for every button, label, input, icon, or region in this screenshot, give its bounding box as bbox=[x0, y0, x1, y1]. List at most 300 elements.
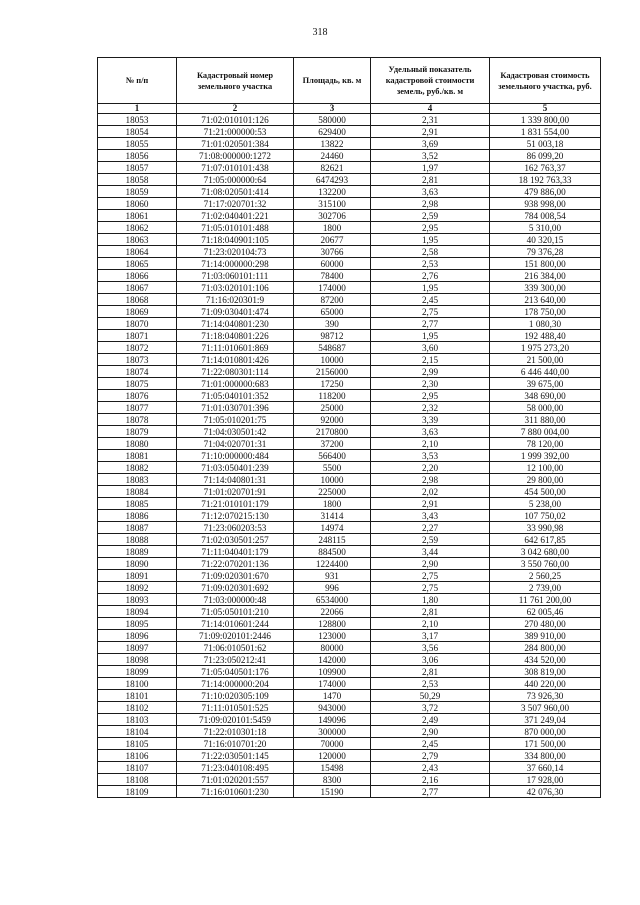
cell-area: 65000 bbox=[294, 306, 371, 318]
column-number: 2 bbox=[177, 104, 294, 114]
column-number: 5 bbox=[490, 104, 601, 114]
cell-cadastral-value: 784 008,54 bbox=[490, 210, 601, 222]
cell-row-number: 18081 bbox=[98, 450, 177, 462]
cell-row-number: 18099 bbox=[98, 666, 177, 678]
table-row bbox=[98, 306, 601, 318]
cell-cadastral-value: 79 376,28 bbox=[490, 246, 601, 258]
table-row bbox=[98, 234, 601, 246]
cell-cadastral-value: 151 800,00 bbox=[490, 258, 601, 270]
cell-cadastral-value: 3 042 680,00 bbox=[490, 546, 601, 558]
cell-unit-value: 1,95 bbox=[371, 330, 490, 342]
cell-cadastral-value: 51 003,18 bbox=[490, 138, 601, 150]
cell-cadastral-value: 5 238,00 bbox=[490, 498, 601, 510]
cell-area: 6474293 bbox=[294, 174, 371, 186]
table-row bbox=[98, 438, 601, 450]
cell-cadastral-number: 71:23:020104:73 bbox=[177, 246, 294, 258]
cell-cadastral-value: 1 080,30 bbox=[490, 318, 601, 330]
cell-unit-value: 2,98 bbox=[371, 474, 490, 486]
table-row bbox=[98, 222, 601, 234]
cell-area: 302706 bbox=[294, 210, 371, 222]
cell-unit-value: 2,27 bbox=[371, 522, 490, 534]
cell-area: 60000 bbox=[294, 258, 371, 270]
cell-row-number: 18053 bbox=[98, 114, 177, 126]
cell-row-number: 18086 bbox=[98, 510, 177, 522]
cell-unit-value: 2,90 bbox=[371, 558, 490, 570]
cell-cadastral-number: 71:14:040801:230 bbox=[177, 318, 294, 330]
cell-cadastral-value: 42 076,30 bbox=[490, 786, 601, 798]
cell-cadastral-number: 71:05:040501:176 bbox=[177, 666, 294, 678]
cell-unit-value: 1,97 bbox=[371, 162, 490, 174]
cell-cadastral-number: 71:02:010101:126 bbox=[177, 114, 294, 126]
cell-unit-value: 2,81 bbox=[371, 174, 490, 186]
cell-unit-value: 2,58 bbox=[371, 246, 490, 258]
cell-unit-value: 2,59 bbox=[371, 534, 490, 546]
table-row bbox=[98, 210, 601, 222]
cell-cadastral-number: 71:05:010101:488 bbox=[177, 222, 294, 234]
table-row bbox=[98, 618, 601, 630]
cell-area: 10000 bbox=[294, 474, 371, 486]
cell-row-number: 18067 bbox=[98, 282, 177, 294]
cell-cadastral-value: 78 120,00 bbox=[490, 438, 601, 450]
cell-cadastral-value: 870 000,00 bbox=[490, 726, 601, 738]
cell-area: 248115 bbox=[294, 534, 371, 546]
cell-area: 132200 bbox=[294, 186, 371, 198]
cell-area: 37200 bbox=[294, 438, 371, 450]
cell-unit-value: 1,80 bbox=[371, 594, 490, 606]
cell-cadastral-number: 71:18:040901:105 bbox=[177, 234, 294, 246]
cell-cadastral-number: 71:22:030501:145 bbox=[177, 750, 294, 762]
cell-cadastral-number: 71:05:050101:210 bbox=[177, 606, 294, 618]
cell-area: 118200 bbox=[294, 390, 371, 402]
cell-row-number: 18084 bbox=[98, 486, 177, 498]
cell-cadastral-number: 71:07:010101:438 bbox=[177, 162, 294, 174]
page-number: 318 bbox=[312, 27, 328, 38]
cell-cadastral-value: 2 560,25 bbox=[490, 570, 601, 582]
cell-row-number: 18065 bbox=[98, 258, 177, 270]
cell-unit-value: 2,15 bbox=[371, 354, 490, 366]
table-body bbox=[98, 114, 601, 798]
cell-cadastral-value: 479 886,00 bbox=[490, 186, 601, 198]
cell-row-number: 18071 bbox=[98, 330, 177, 342]
cell-cadastral-number: 71:23:060203:53 bbox=[177, 522, 294, 534]
cell-cadastral-value: 213 640,00 bbox=[490, 294, 601, 306]
cell-cadastral-number: 71:23:050212:41 bbox=[177, 654, 294, 666]
cell-cadastral-number: 71:21:010101:179 bbox=[177, 498, 294, 510]
cell-area: 31414 bbox=[294, 510, 371, 522]
cell-cadastral-value: 192 488,40 bbox=[490, 330, 601, 342]
cell-unit-value: 2,49 bbox=[371, 714, 490, 726]
cell-cadastral-number: 71:16:010601:230 bbox=[177, 786, 294, 798]
cell-cadastral-number: 71:14:010601:244 bbox=[177, 618, 294, 630]
table-row bbox=[98, 426, 601, 438]
cell-unit-value: 3,53 bbox=[371, 450, 490, 462]
cell-row-number: 18104 bbox=[98, 726, 177, 738]
cell-cadastral-number: 71:11:010501:525 bbox=[177, 702, 294, 714]
cell-unit-value: 3,63 bbox=[371, 186, 490, 198]
cell-cadastral-value: 73 926,30 bbox=[490, 690, 601, 702]
table-row bbox=[98, 162, 601, 174]
cell-area: 629400 bbox=[294, 126, 371, 138]
cell-unit-value: 2,79 bbox=[371, 750, 490, 762]
table-row bbox=[98, 570, 601, 582]
cell-cadastral-value: 1 339 800,00 bbox=[490, 114, 601, 126]
cell-cadastral-value: 11 761 200,00 bbox=[490, 594, 601, 606]
cell-cadastral-value: 171 500,00 bbox=[490, 738, 601, 750]
cell-cadastral-number: 71:02:030501:257 bbox=[177, 534, 294, 546]
cell-area: 142000 bbox=[294, 654, 371, 666]
cell-unit-value: 2,75 bbox=[371, 306, 490, 318]
cell-cadastral-value: 7 880 004,00 bbox=[490, 426, 601, 438]
cell-cadastral-value: 12 100,00 bbox=[490, 462, 601, 474]
cell-cadastral-number: 71:09:030401:474 bbox=[177, 306, 294, 318]
cell-unit-value: 2,16 bbox=[371, 774, 490, 786]
cell-unit-value: 50,29 bbox=[371, 690, 490, 702]
table-row bbox=[98, 714, 601, 726]
cell-cadastral-number: 71:11:040401:179 bbox=[177, 546, 294, 558]
cell-cadastral-number: 71:08:020501:414 bbox=[177, 186, 294, 198]
cell-unit-value: 2,90 bbox=[371, 726, 490, 738]
cell-unit-value: 2,30 bbox=[371, 378, 490, 390]
cell-cadastral-number: 71:22:080301:114 bbox=[177, 366, 294, 378]
table-row bbox=[98, 594, 601, 606]
cell-area: 174000 bbox=[294, 282, 371, 294]
table-row bbox=[98, 318, 601, 330]
cell-cadastral-value: 434 520,00 bbox=[490, 654, 601, 666]
cell-cadastral-value: 1 975 273,20 bbox=[490, 342, 601, 354]
cell-area: 149096 bbox=[294, 714, 371, 726]
cell-cadastral-value: 5 310,00 bbox=[490, 222, 601, 234]
cell-row-number: 18072 bbox=[98, 342, 177, 354]
cell-row-number: 18091 bbox=[98, 570, 177, 582]
cell-row-number: 18100 bbox=[98, 678, 177, 690]
cell-area: 2156000 bbox=[294, 366, 371, 378]
cell-row-number: 18102 bbox=[98, 702, 177, 714]
cell-row-number: 18078 bbox=[98, 414, 177, 426]
cell-area: 13822 bbox=[294, 138, 371, 150]
cell-row-number: 18093 bbox=[98, 594, 177, 606]
cadastral-value-table bbox=[97, 57, 601, 798]
cell-cadastral-number: 71:11:010601:869 bbox=[177, 342, 294, 354]
table-row bbox=[98, 414, 601, 426]
cell-cadastral-value: 37 660,14 bbox=[490, 762, 601, 774]
cell-area: 98712 bbox=[294, 330, 371, 342]
cell-row-number: 18074 bbox=[98, 366, 177, 378]
cell-area: 300000 bbox=[294, 726, 371, 738]
cell-row-number: 18056 bbox=[98, 150, 177, 162]
cell-cadastral-number: 71:17:020701:32 bbox=[177, 198, 294, 210]
cell-unit-value: 2,77 bbox=[371, 318, 490, 330]
cell-cadastral-number: 71:16:020301:9 bbox=[177, 294, 294, 306]
cell-unit-value: 2,45 bbox=[371, 294, 490, 306]
cell-area: 225000 bbox=[294, 486, 371, 498]
cell-cadastral-value: 389 910,00 bbox=[490, 630, 601, 642]
table-row bbox=[98, 474, 601, 486]
cell-row-number: 18090 bbox=[98, 558, 177, 570]
cell-cadastral-number: 71:04:030501:42 bbox=[177, 426, 294, 438]
table-row bbox=[98, 330, 601, 342]
cell-cadastral-number: 71:05:040101:352 bbox=[177, 390, 294, 402]
table-row bbox=[98, 582, 601, 594]
cell-unit-value: 2,91 bbox=[371, 498, 490, 510]
cell-row-number: 18069 bbox=[98, 306, 177, 318]
cell-row-number: 18083 bbox=[98, 474, 177, 486]
cell-cadastral-number: 71:05:010201:75 bbox=[177, 414, 294, 426]
cell-cadastral-number: 71:18:040801:226 bbox=[177, 330, 294, 342]
cell-unit-value: 2,10 bbox=[371, 438, 490, 450]
cell-cadastral-number: 71:09:020301:692 bbox=[177, 582, 294, 594]
cell-row-number: 18103 bbox=[98, 714, 177, 726]
cell-unit-value: 3,56 bbox=[371, 642, 490, 654]
cell-unit-value: 2,45 bbox=[371, 738, 490, 750]
cell-area: 82621 bbox=[294, 162, 371, 174]
cell-cadastral-value: 3 550 760,00 bbox=[490, 558, 601, 570]
cell-area: 109900 bbox=[294, 666, 371, 678]
cell-row-number: 18075 bbox=[98, 378, 177, 390]
table-row bbox=[98, 654, 601, 666]
cell-cadastral-value: 6 446 440,00 bbox=[490, 366, 601, 378]
cell-area: 70000 bbox=[294, 738, 371, 750]
cell-unit-value: 3,69 bbox=[371, 138, 490, 150]
cell-cadastral-value: 454 500,00 bbox=[490, 486, 601, 498]
cell-unit-value: 2,77 bbox=[371, 786, 490, 798]
cell-area: 10000 bbox=[294, 354, 371, 366]
table-row bbox=[98, 126, 601, 138]
table-row bbox=[98, 150, 601, 162]
cell-cadastral-value: 270 480,00 bbox=[490, 618, 601, 630]
cell-cadastral-value: 62 005,46 bbox=[490, 606, 601, 618]
cell-unit-value: 2,10 bbox=[371, 618, 490, 630]
cell-area: 87200 bbox=[294, 294, 371, 306]
cell-unit-value: 2,59 bbox=[371, 210, 490, 222]
cell-cadastral-number: 71:01:020501:384 bbox=[177, 138, 294, 150]
cell-cadastral-number: 71:10:000000:484 bbox=[177, 450, 294, 462]
cell-row-number: 18073 bbox=[98, 354, 177, 366]
cell-area: 24460 bbox=[294, 150, 371, 162]
cell-cadastral-value: 18 192 763,33 bbox=[490, 174, 601, 186]
cell-cadastral-number: 71:01:020701:91 bbox=[177, 486, 294, 498]
cell-area: 1800 bbox=[294, 222, 371, 234]
cell-unit-value: 3,72 bbox=[371, 702, 490, 714]
cell-area: 120000 bbox=[294, 750, 371, 762]
column-number: 3 bbox=[294, 104, 371, 114]
table-row bbox=[98, 546, 601, 558]
cell-unit-value: 3,06 bbox=[371, 654, 490, 666]
table-row bbox=[98, 486, 601, 498]
cell-area: 22066 bbox=[294, 606, 371, 618]
cell-row-number: 18107 bbox=[98, 762, 177, 774]
header-cadastral-value: Кадастровая стоимость земельного участка, руб. bbox=[490, 58, 601, 104]
cell-unit-value: 2,43 bbox=[371, 762, 490, 774]
cell-area: 884500 bbox=[294, 546, 371, 558]
table-row bbox=[98, 498, 601, 510]
table-row bbox=[98, 174, 601, 186]
cell-unit-value: 2,76 bbox=[371, 270, 490, 282]
table-row bbox=[98, 762, 601, 774]
cell-row-number: 18106 bbox=[98, 750, 177, 762]
cell-cadastral-number: 71:06:010501:62 bbox=[177, 642, 294, 654]
cell-cadastral-number: 71:02:040401:221 bbox=[177, 210, 294, 222]
cell-unit-value: 3,52 bbox=[371, 150, 490, 162]
cell-cadastral-value: 1 831 554,00 bbox=[490, 126, 601, 138]
cell-unit-value: 2,53 bbox=[371, 678, 490, 690]
cell-cadastral-value: 2 739,00 bbox=[490, 582, 601, 594]
cell-row-number: 18070 bbox=[98, 318, 177, 330]
table-row bbox=[98, 774, 601, 786]
cell-area: 2170800 bbox=[294, 426, 371, 438]
cell-unit-value: 2,91 bbox=[371, 126, 490, 138]
cell-cadastral-number: 71:14:040801:31 bbox=[177, 474, 294, 486]
cell-area: 315100 bbox=[294, 198, 371, 210]
cell-unit-value: 3,39 bbox=[371, 414, 490, 426]
table-row bbox=[98, 138, 601, 150]
table-row bbox=[98, 450, 601, 462]
column-number: 1 bbox=[98, 104, 177, 114]
cell-cadastral-number: 71:08:000000:1272 bbox=[177, 150, 294, 162]
cell-row-number: 18095 bbox=[98, 618, 177, 630]
cell-unit-value: 2,75 bbox=[371, 582, 490, 594]
cell-unit-value: 3,43 bbox=[371, 510, 490, 522]
cell-area: 92000 bbox=[294, 414, 371, 426]
cell-area: 128800 bbox=[294, 618, 371, 630]
cell-unit-value: 1,95 bbox=[371, 282, 490, 294]
cell-cadastral-number: 71:03:060101:111 bbox=[177, 270, 294, 282]
table-row bbox=[98, 726, 601, 738]
cell-row-number: 18059 bbox=[98, 186, 177, 198]
cell-unit-value: 1,95 bbox=[371, 234, 490, 246]
column-number: 4 bbox=[371, 104, 490, 114]
table-row bbox=[98, 354, 601, 366]
cell-cadastral-number: 71:03:000000:48 bbox=[177, 594, 294, 606]
table-row bbox=[98, 462, 601, 474]
cell-row-number: 18105 bbox=[98, 738, 177, 750]
cell-area: 996 bbox=[294, 582, 371, 594]
table-row bbox=[98, 366, 601, 378]
cell-area: 943000 bbox=[294, 702, 371, 714]
cell-unit-value: 2,81 bbox=[371, 666, 490, 678]
cell-cadastral-number: 71:09:020101:2446 bbox=[177, 630, 294, 642]
table-row bbox=[98, 690, 601, 702]
table-row bbox=[98, 522, 601, 534]
cell-area: 1800 bbox=[294, 498, 371, 510]
cell-unit-value: 2,32 bbox=[371, 402, 490, 414]
table-header bbox=[98, 58, 601, 114]
cell-row-number: 18061 bbox=[98, 210, 177, 222]
cell-row-number: 18054 bbox=[98, 126, 177, 138]
cell-area: 174000 bbox=[294, 678, 371, 690]
cell-row-number: 18097 bbox=[98, 642, 177, 654]
cell-row-number: 18089 bbox=[98, 546, 177, 558]
cell-cadastral-number: 71:22:070201:136 bbox=[177, 558, 294, 570]
cell-cadastral-number: 71:14:000000:204 bbox=[177, 678, 294, 690]
cell-cadastral-value: 86 099,20 bbox=[490, 150, 601, 162]
cell-cadastral-value: 348 690,00 bbox=[490, 390, 601, 402]
cell-row-number: 18094 bbox=[98, 606, 177, 618]
table-row bbox=[98, 342, 601, 354]
cell-cadastral-value: 17 928,00 bbox=[490, 774, 601, 786]
cell-row-number: 18079 bbox=[98, 426, 177, 438]
cell-cadastral-value: 40 320,15 bbox=[490, 234, 601, 246]
cell-cadastral-number: 71:01:000000:683 bbox=[177, 378, 294, 390]
cell-area: 5500 bbox=[294, 462, 371, 474]
cell-row-number: 18098 bbox=[98, 654, 177, 666]
table-row bbox=[98, 246, 601, 258]
cell-cadastral-value: 3 507 960,00 bbox=[490, 702, 601, 714]
cell-row-number: 18092 bbox=[98, 582, 177, 594]
cell-area: 80000 bbox=[294, 642, 371, 654]
cell-cadastral-value: 284 800,00 bbox=[490, 642, 601, 654]
table-row bbox=[98, 750, 601, 762]
table-row bbox=[98, 402, 601, 414]
cell-cadastral-number: 71:21:000000:53 bbox=[177, 126, 294, 138]
cell-unit-value: 2,95 bbox=[371, 222, 490, 234]
cell-area: 580000 bbox=[294, 114, 371, 126]
cell-unit-value: 2,75 bbox=[371, 570, 490, 582]
cell-area: 8300 bbox=[294, 774, 371, 786]
cell-unit-value: 2,53 bbox=[371, 258, 490, 270]
cell-row-number: 18057 bbox=[98, 162, 177, 174]
header-cadastral-number: Кадастровый номер земельного участка bbox=[177, 58, 294, 104]
cell-cadastral-value: 39 675,00 bbox=[490, 378, 601, 390]
table-row bbox=[98, 186, 601, 198]
cell-cadastral-number: 71:09:020301:670 bbox=[177, 570, 294, 582]
cell-row-number: 18062 bbox=[98, 222, 177, 234]
cell-area: 123000 bbox=[294, 630, 371, 642]
cell-row-number: 18076 bbox=[98, 390, 177, 402]
cell-cadastral-number: 71:01:030701:396 bbox=[177, 402, 294, 414]
cell-cadastral-value: 334 800,00 bbox=[490, 750, 601, 762]
cell-area: 931 bbox=[294, 570, 371, 582]
cell-cadastral-number: 71:14:000000:298 bbox=[177, 258, 294, 270]
cell-unit-value: 3,60 bbox=[371, 342, 490, 354]
cell-row-number: 18109 bbox=[98, 786, 177, 798]
cell-row-number: 18077 bbox=[98, 402, 177, 414]
table-row bbox=[98, 282, 601, 294]
cell-row-number: 18087 bbox=[98, 522, 177, 534]
table-row bbox=[98, 642, 601, 654]
cell-area: 30766 bbox=[294, 246, 371, 258]
table-row bbox=[98, 666, 601, 678]
header-row bbox=[98, 58, 601, 104]
cell-cadastral-value: 440 220,00 bbox=[490, 678, 601, 690]
table-row bbox=[98, 198, 601, 210]
cell-unit-value: 2,95 bbox=[371, 390, 490, 402]
cell-area: 390 bbox=[294, 318, 371, 330]
table-row bbox=[98, 702, 601, 714]
cell-area: 20677 bbox=[294, 234, 371, 246]
cell-cadastral-value: 311 880,00 bbox=[490, 414, 601, 426]
cell-cadastral-value: 21 500,00 bbox=[490, 354, 601, 366]
cell-area: 566400 bbox=[294, 450, 371, 462]
cell-cadastral-number: 71:01:020201:557 bbox=[177, 774, 294, 786]
cell-cadastral-value: 162 763,37 bbox=[490, 162, 601, 174]
cell-cadastral-value: 642 617,85 bbox=[490, 534, 601, 546]
header-row-number: № п/п bbox=[98, 58, 177, 104]
cell-row-number: 18055 bbox=[98, 138, 177, 150]
cell-unit-value: 3,44 bbox=[371, 546, 490, 558]
cell-area: 15190 bbox=[294, 786, 371, 798]
cell-cadastral-value: 339 300,00 bbox=[490, 282, 601, 294]
table-row bbox=[98, 534, 601, 546]
cell-row-number: 18066 bbox=[98, 270, 177, 282]
cell-area: 1224400 bbox=[294, 558, 371, 570]
cell-cadastral-number: 71:04:020701:31 bbox=[177, 438, 294, 450]
table-row bbox=[98, 678, 601, 690]
cell-cadastral-value: 308 819,00 bbox=[490, 666, 601, 678]
cell-cadastral-value: 107 750,02 bbox=[490, 510, 601, 522]
table-row bbox=[98, 786, 601, 798]
cell-cadastral-number: 71:10:020305:109 bbox=[177, 690, 294, 702]
cell-cadastral-number: 71:22:010301:18 bbox=[177, 726, 294, 738]
